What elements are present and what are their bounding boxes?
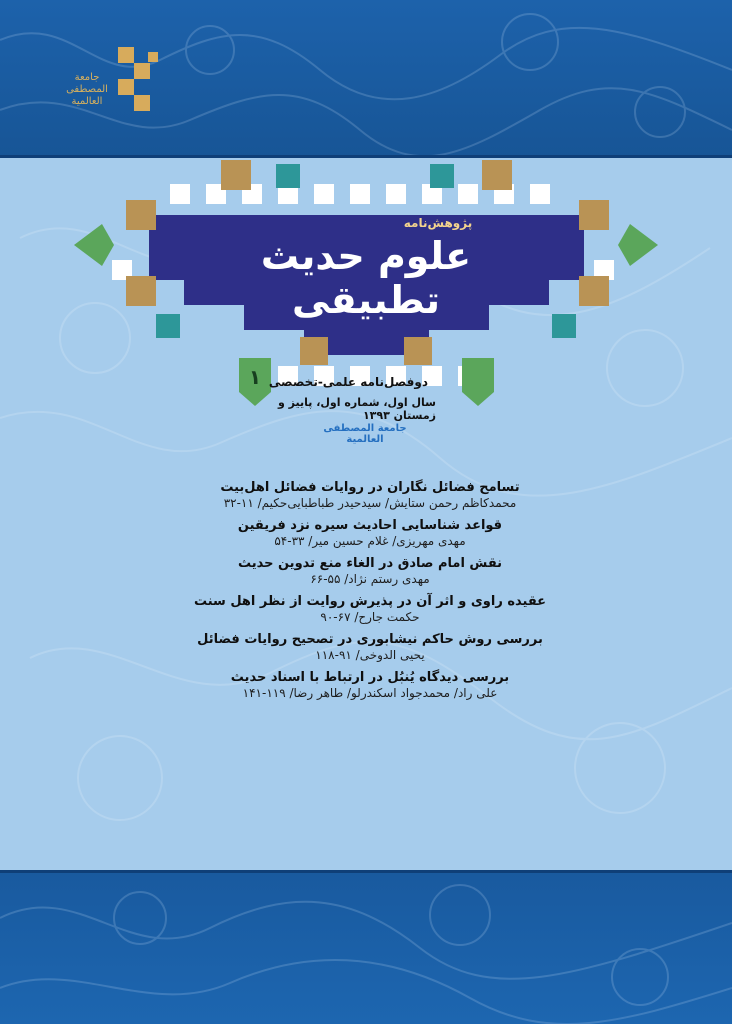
article-entry xyxy=(170,480,570,511)
logo-line: جامعة xyxy=(74,72,100,83)
article-title: نقش امام صادق در الغاء منع تدوین حدیث xyxy=(237,556,503,571)
article-title: عقیده راوی و اثر آن در پذیرش روایت از نظر اهل سنت xyxy=(193,594,547,609)
article-entry xyxy=(170,670,570,701)
table-of-contents xyxy=(170,480,570,708)
article-authors-pages: حکمت جارح/ ۶۷-۹۰ xyxy=(320,610,420,624)
article-title: بررسی روش حاکم نیشابوری در تصحیح روایات فضائل xyxy=(197,632,543,647)
top-band xyxy=(0,0,732,158)
article-authors-pages: مهدی مهریزی/ غلام حسین میر/ ۳۳-۵۴ xyxy=(274,534,466,548)
logo-text xyxy=(62,72,112,108)
article-title: بررسی دیدگاه یُنبُل در ارتباط با اسناد حدیث xyxy=(230,670,510,685)
year-issue: سال اول، شماره اول، پاییز و زمستان ۱۳۹۳ xyxy=(277,396,436,422)
article-entry xyxy=(170,518,570,549)
article-entry xyxy=(170,594,570,625)
logo-line: المصطفى xyxy=(66,84,108,95)
article-title: قواعد شناسایی احادیث سیره نزد فریقین xyxy=(237,518,503,533)
logo-line: العالمية xyxy=(71,96,103,107)
publisher: جامعة المصطفی العالمیة xyxy=(323,423,407,445)
article-authors-pages: محمدکاظم رحمن ستایش/ سیدحیدر طباطبایی‌حکیم/ ۱۱-۳۲ xyxy=(223,496,517,510)
bottom-floral-pattern xyxy=(0,873,732,1024)
article-authors-pages: علی راد/ محمدجواد اسکندرلو/ طاهر رضا/ ۱۱۹-۱۴۱ xyxy=(242,686,498,700)
article-entry xyxy=(170,556,570,587)
journal-type: دوفصل‌نامه علمی-تخصصی xyxy=(268,375,428,389)
article-authors-pages: مهدی رستم نژاد/ ۵۵-۶۶ xyxy=(310,572,430,586)
bottom-band xyxy=(0,873,732,1024)
article-entry xyxy=(170,632,570,663)
journal-subtitle: پژوهش‌نامه xyxy=(403,216,473,230)
issue-number: ۱ xyxy=(248,365,262,389)
journal-title: علوم حدیث تطبیقی xyxy=(260,234,472,322)
article-title: تسامح فضائل نگاران در روایات فضائل اهل‌بیت xyxy=(220,480,520,495)
article-authors-pages: یحیی الدوخی/ ۹۱-۱۱۸ xyxy=(315,648,425,662)
